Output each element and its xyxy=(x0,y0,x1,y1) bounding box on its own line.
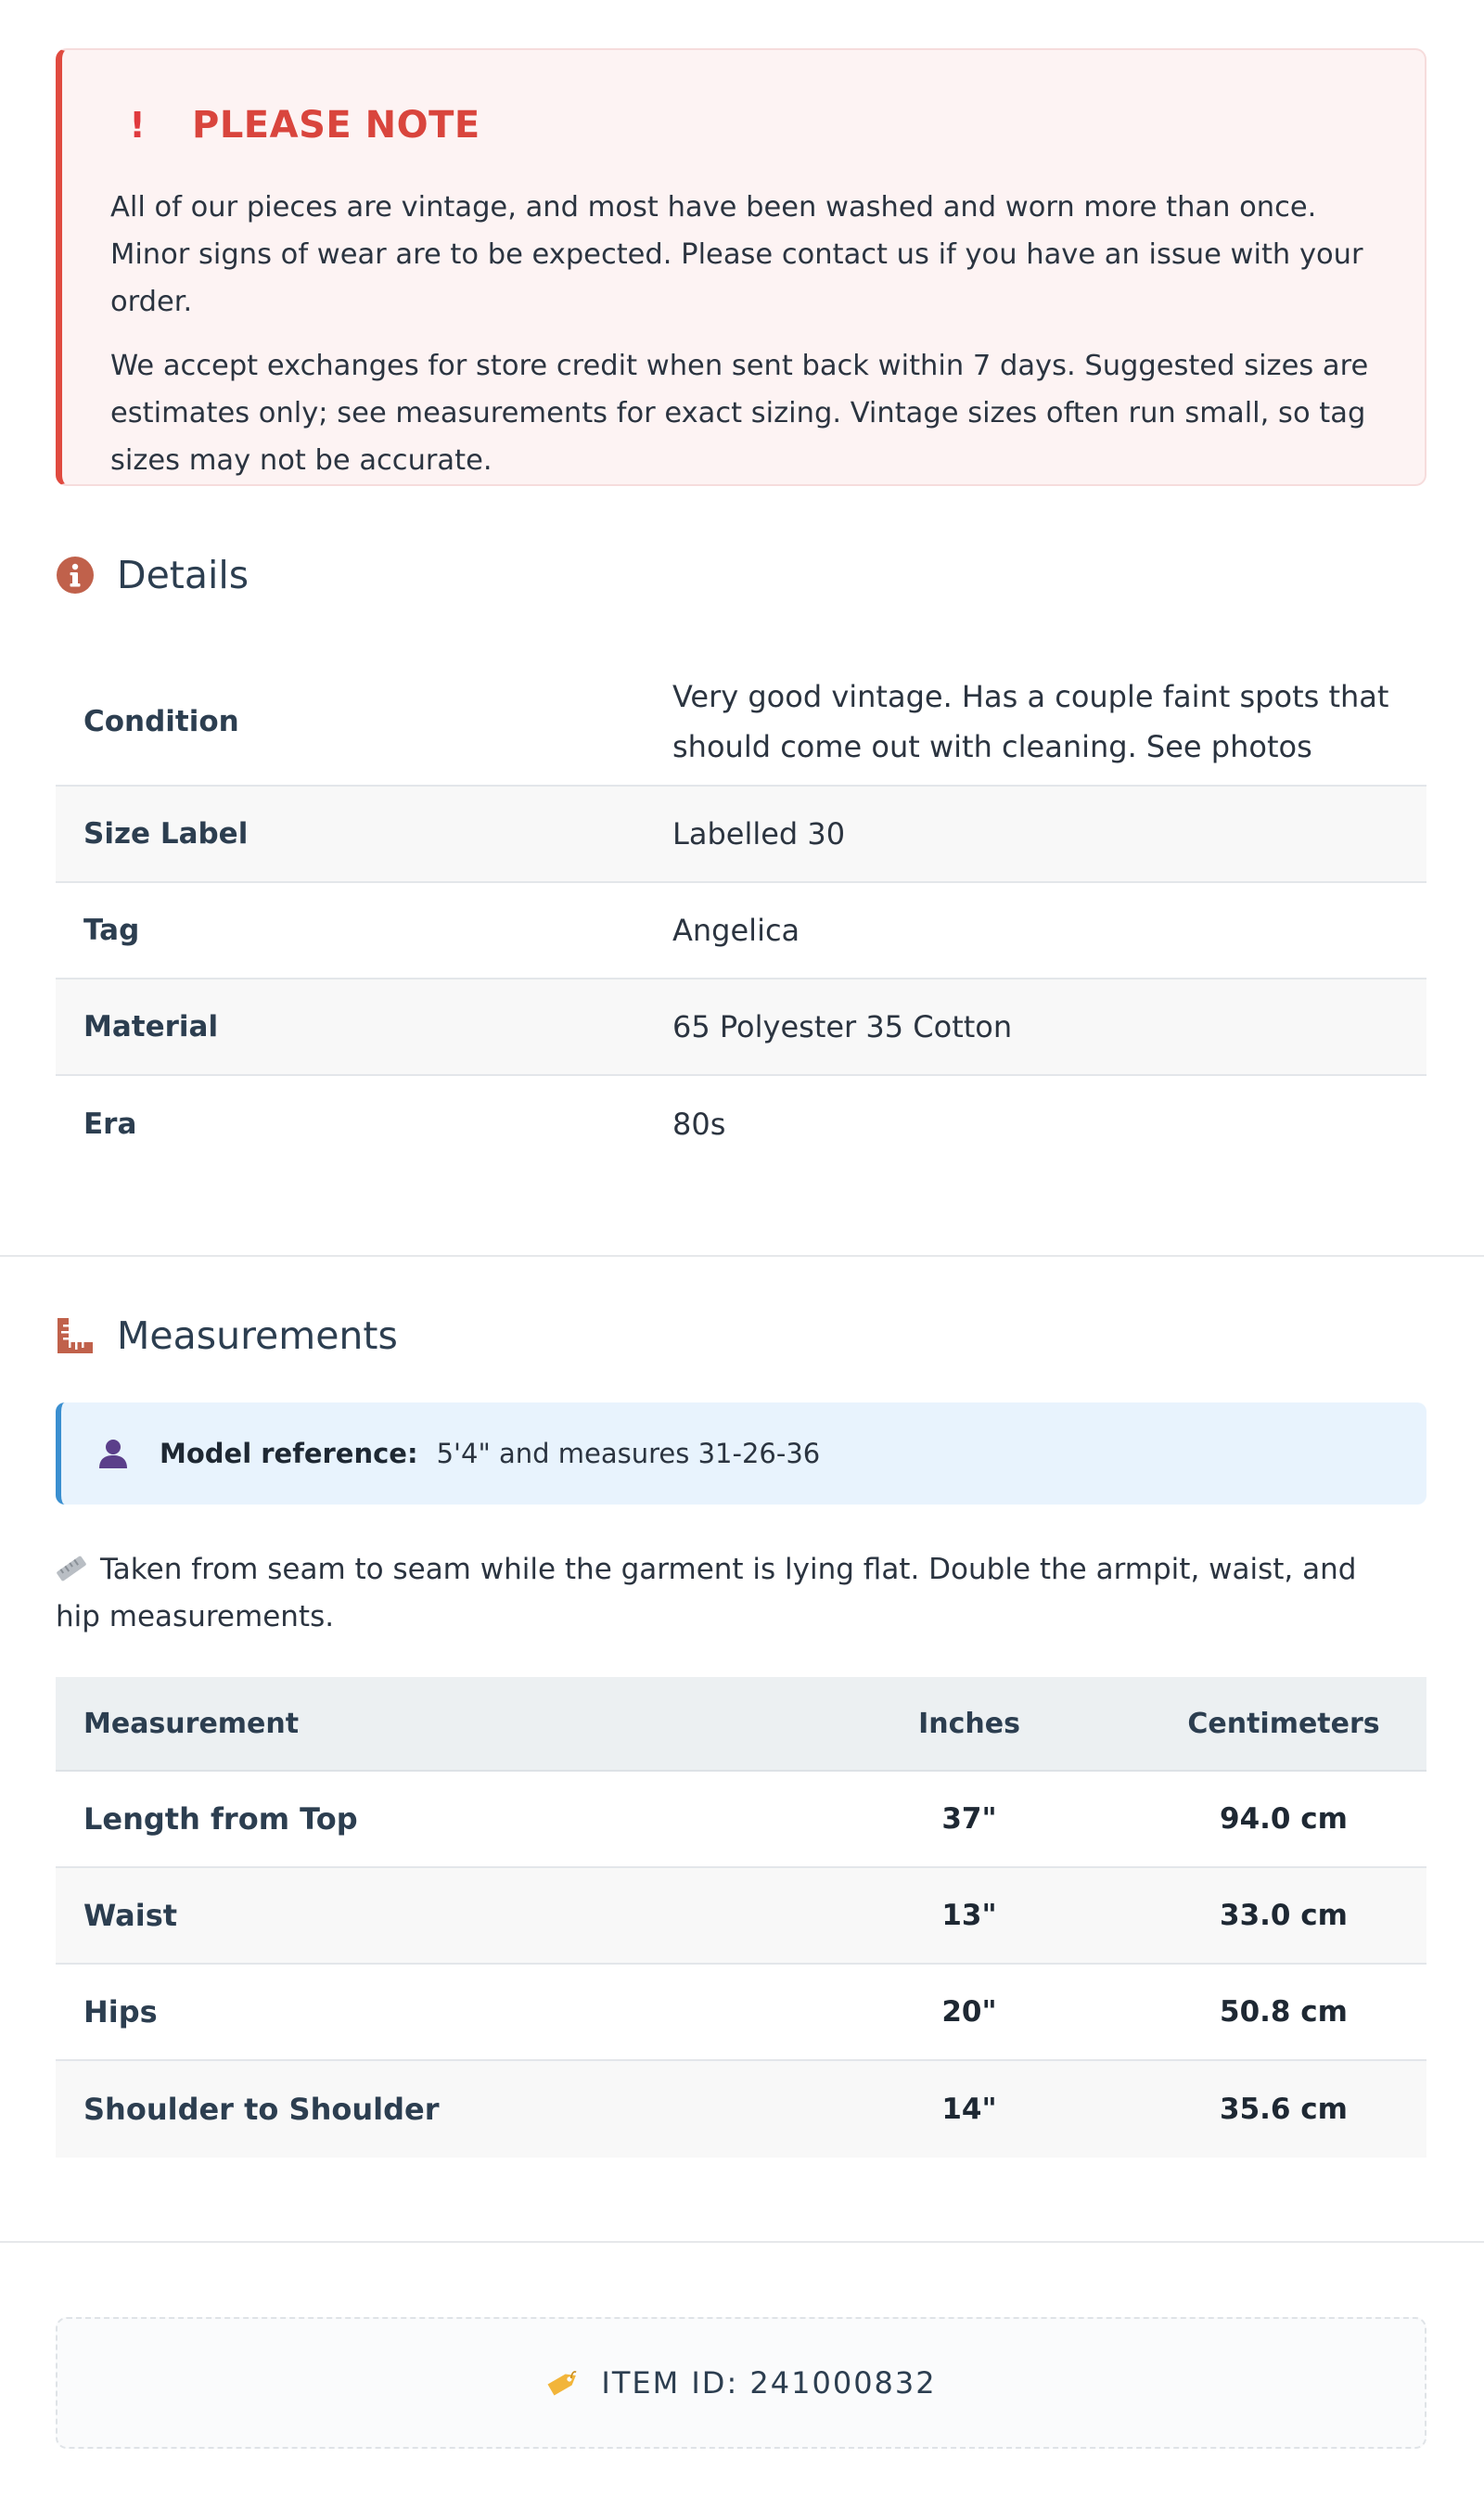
details-row xyxy=(56,659,1426,787)
table-row xyxy=(56,1965,1426,2061)
person-icon xyxy=(96,1437,130,1470)
model-reference-box xyxy=(56,1402,1426,1505)
column-header: Centimeters xyxy=(1187,1707,1380,1740)
details-row xyxy=(56,883,1426,980)
details-table xyxy=(56,659,1426,1172)
measurement-name: Shoulder to Shoulder xyxy=(83,2092,440,2127)
measurement-name: Waist xyxy=(83,1898,178,1933)
details-value: 65 Polyester 35 Cotton xyxy=(672,1009,1013,1044)
table-header-row xyxy=(56,1677,1426,1772)
table-row xyxy=(56,1772,1426,1868)
measurement-inches: 37" xyxy=(941,1802,997,1836)
ruler-small-icon xyxy=(56,1555,87,1582)
measurement-inches: 13" xyxy=(941,1899,997,1932)
details-value: Angelica xyxy=(672,913,800,948)
table-row xyxy=(56,2061,1426,2158)
measurement-inches: 20" xyxy=(941,1995,997,2029)
measurement-cm: 35.6 cm xyxy=(1220,2093,1348,2126)
item-id-box xyxy=(56,2317,1426,2449)
measurement-table xyxy=(56,1677,1426,2158)
exclamation-icon: ! xyxy=(129,105,146,146)
details-label: Tag xyxy=(83,914,140,947)
item-id-label: ITEM ID: 241000832 xyxy=(601,2365,937,2401)
column-header: Measurement xyxy=(83,1707,300,1740)
measurement-cm: 50.8 cm xyxy=(1220,1995,1348,2029)
measurement-note-text: Taken from seam to seam while the garment is lying flat. Double the armpit, waist, and hip measurements. xyxy=(56,1553,1357,1633)
details-value: Very good vintage. Has a couple faint spots that should come out with cleaning. See photos xyxy=(672,679,1389,764)
notice-box xyxy=(56,48,1426,486)
details-label: Condition xyxy=(83,705,239,738)
measurement-note xyxy=(56,1546,1391,1641)
notice-title: PLEASE NOTE xyxy=(192,104,480,147)
details-value: Labelled 30 xyxy=(672,816,846,852)
section-divider xyxy=(0,2241,1484,2243)
measurements-header xyxy=(56,1308,398,1364)
table-row xyxy=(56,1868,1426,1965)
measurement-name: Length from Top xyxy=(83,1801,358,1837)
info-circle-icon xyxy=(56,556,95,595)
notice-paragraph: We accept exchanges for store credit when sent back within 7 days. Suggested sizes are estimates only; see measurements for exact sizing. Vintage sizes often run small, so tag sizes may not be accurate. xyxy=(110,350,1369,477)
details-header xyxy=(56,547,249,603)
details-row xyxy=(56,980,1426,1076)
tag-icon xyxy=(545,2367,581,2399)
model-reference-value: 5'4" and measures 31-26-36 xyxy=(436,1438,821,1469)
measurement-name: Hips xyxy=(83,1994,158,2030)
model-reference-label: Model reference: xyxy=(160,1438,418,1469)
section-title: Details xyxy=(117,553,249,597)
notice-header xyxy=(110,104,1378,147)
measurement-cm: 33.0 cm xyxy=(1220,1899,1348,1932)
details-label: Size Label xyxy=(83,817,249,851)
details-label: Era xyxy=(83,1108,137,1141)
details-label: Material xyxy=(83,1010,219,1044)
details-row xyxy=(56,787,1426,883)
ruler-icon xyxy=(56,1316,95,1355)
measurement-inches: 14" xyxy=(941,2093,997,2126)
measurement-cm: 94.0 cm xyxy=(1220,1802,1348,1836)
section-divider xyxy=(0,1255,1484,1257)
details-row xyxy=(56,1076,1426,1172)
details-value: 80s xyxy=(672,1107,726,1142)
column-header: Inches xyxy=(918,1707,1020,1740)
notice-paragraph: All of our pieces are vintage, and most have been washed and worn more than once. Minor signs of wear are to be expected. Please contact us if you have an issue with your order. xyxy=(110,191,1363,318)
section-title: Measurements xyxy=(117,1313,398,1358)
